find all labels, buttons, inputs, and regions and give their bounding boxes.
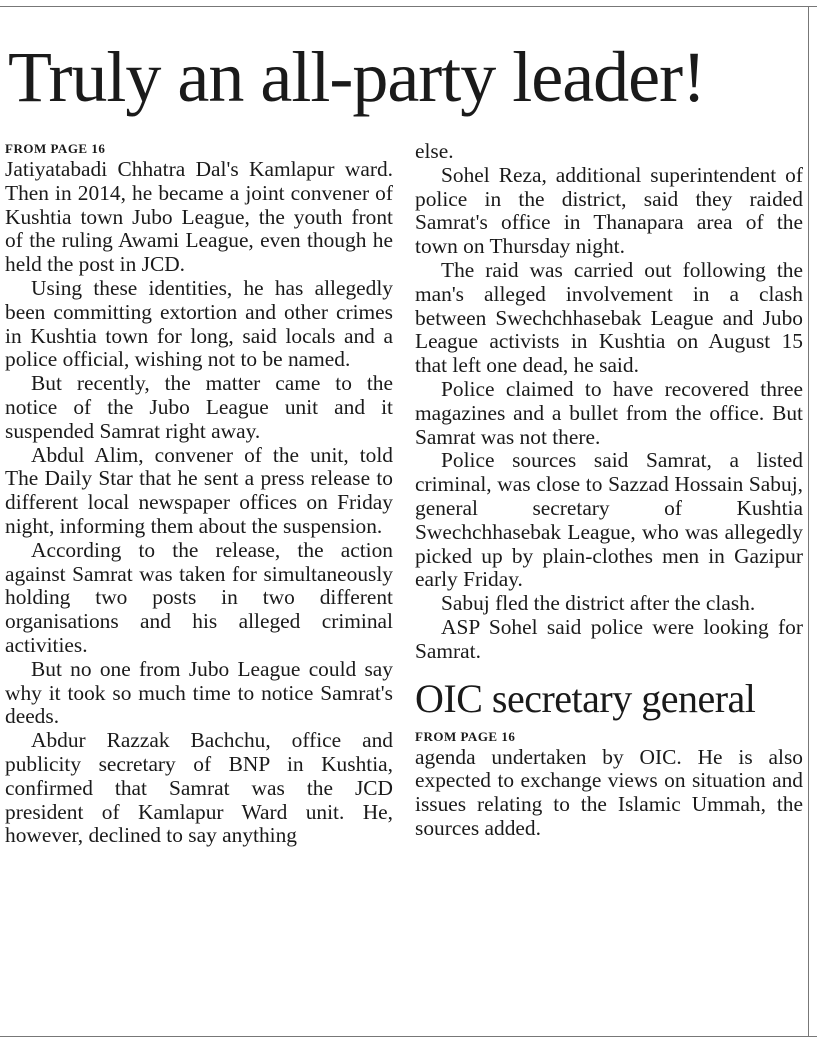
paragraph: Police claimed to have recovered three magazines and a bullet from the office. But Samrat was not there. — [415, 376, 803, 449]
paragraph: Sohel Reza, additional superintendent of police in the district, said they raided Samrat's office in Thanapara area of the town on Thursday night. — [415, 162, 803, 259]
paragraph: Police sources said Samrat, a listed criminal, was close to Sazzad Hossain Sabuj, general secretary of Kushtia Swechchhasebak League, who was allegedly picked up by plain-clothes men in Gazipur early Friday. — [415, 448, 803, 592]
paragraph: According to the release, the action against Samrat was taken for simultaneously holding two posts in two different organisations and his alleged criminal activities. — [5, 537, 393, 657]
second-article-headline: OIC secretary general — [415, 675, 756, 721]
paragraph: Abdur Razzak Bachchu, office and publicity secretary of BNP in Kushtia, confirmed that Samrat was the JCD president of Kamlapur Ward unit. He, however, declined to say anything — [5, 728, 393, 848]
top-rule — [0, 6, 817, 7]
paragraph: Jatiyatabadi Chhatra Dal's Kamlapur ward. Then in 2014, he became a joint convener of Kushtia town Jubo League, the youth front of the ruling Awami League, even though he held the post in JCD. — [5, 157, 393, 277]
left-column — [5, 140, 393, 848]
paragraph: else. — [415, 139, 454, 163]
right-column — [415, 140, 803, 841]
paragraph: Abdul Alim, convener of the unit, told The Daily Star that he sent a press release to different local newspaper offices on Friday night, informing them about the suspension. — [5, 442, 393, 538]
paragraph: Sabuj fled the district after the clash. — [441, 591, 756, 616]
paragraph: agenda undertaken by OIC. He is also expected to exchange views on situation and issues relating to the Islamic Ummah, the sources added. — [415, 744, 803, 840]
paragraph: Using these identities, he has allegedly been committing extortion and other crimes in Kushtia town for long, said locals and a police official, wishing not to be named. — [5, 275, 393, 372]
bottom-rule — [0, 1036, 817, 1037]
paragraph: But recently, the matter came to the notice of the Jubo League unit and it suspended Samrat right away. — [5, 371, 393, 443]
paragraph: The raid was carried out following the man's alleged involvement in a clash between Swechchhasebak League and Jubo League activists in Kushtia on August 15 that left one dead, he said. — [415, 257, 803, 378]
second-article-kicker: FROM PAGE 16 — [415, 728, 516, 744]
right-rule — [808, 6, 809, 1037]
article-headline: Truly an all-party leader! — [8, 37, 706, 117]
paragraph: But no one from Jubo League could say why it took so much time to notice Samrat's deeds. — [5, 656, 393, 729]
paragraph: ASP Sohel said police were looking for Samrat. — [415, 614, 803, 663]
jump-kicker: FROM PAGE 16 — [5, 141, 106, 156]
